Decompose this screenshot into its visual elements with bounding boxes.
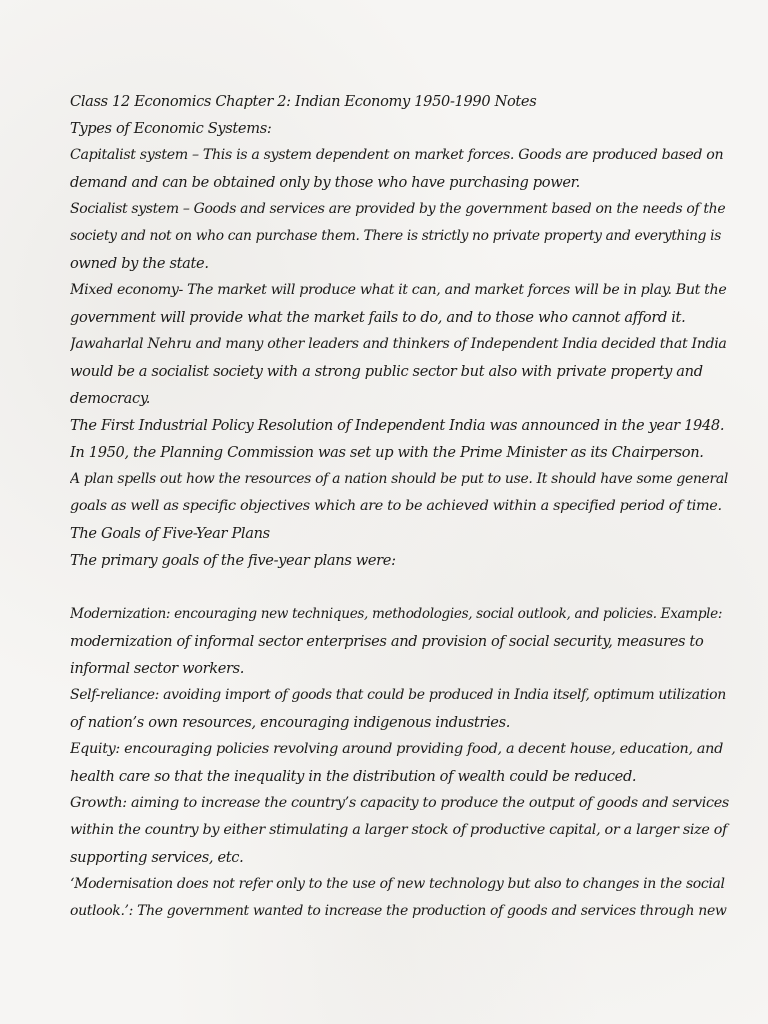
text-line: Growth: aiming to increase the country’s capacity to produce the output of goods and services [70, 795, 729, 811]
text-line: owned by the state. [70, 255, 209, 272]
notes-text [70, 88, 730, 925]
text-line: health care so that the inequality in the distribution of wealth could be reduced. [70, 768, 637, 785]
text-line: Socialist system – Goods and services are provided by the government based on the needs of the [70, 201, 726, 217]
text-line: would be a socialist society with a strong public sector but also with private property and [70, 363, 703, 380]
text-line: Self-reliance: avoiding import of goods that could be produced in India itself, optimum utilization [70, 687, 726, 703]
text-line: of nation’s own resources, encouraging indigenous industries. [70, 714, 511, 731]
text-line: ‘Modernisation does not refer only to the use of new technology but also to changes in the social [70, 876, 725, 892]
text-line: A plan spells out how the resources of a nation should be put to use. It should have some general [70, 471, 728, 487]
text-line: democracy. [70, 390, 151, 407]
blank-line [70, 574, 730, 601]
text-line: demand and can be obtained only by those who have purchasing power. [70, 174, 580, 191]
document-title: Class 12 Economics Chapter 2: Indian Economy 1950-1990 Notes [70, 93, 537, 110]
text-line: modernization of informal sector enterprises and provision of social security, measures to [70, 633, 704, 650]
text-line: society and not on who can purchase them. There is strictly no private property and everything is [70, 228, 721, 244]
text-line: Modernization: encouraging new techniques, methodologies, social outlook, and policies. Example: [70, 606, 723, 622]
text-line: supporting services, etc. [70, 849, 244, 866]
section-heading: The Goals of Five-Year Plans [70, 525, 270, 542]
text-line: The First Industrial Policy Resolution of Independent India was announced in the year 1948. [70, 417, 725, 434]
text-line: informal sector workers. [70, 660, 245, 677]
text-line: Capitalist system – This is a system dependent on market forces. Goods are produced based on [70, 147, 724, 163]
text-line: outlook.’: The government wanted to increase the production of goods and services through new [70, 903, 727, 919]
text-line: In 1950, the Planning Commission was set up with the Prime Minister as its Chairperson. [70, 444, 704, 461]
text-line: government will provide what the market fails to do, and to those who cannot afford it. [70, 309, 686, 326]
text-line: within the country by either stimulating a larger stock of productive capital, or a larger size of [70, 822, 728, 838]
section-heading: Types of Economic Systems: [70, 120, 272, 137]
text-line: The primary goals of the five-year plans were: [70, 552, 396, 569]
text-line: Mixed economy- The market will produce what it can, and market forces will be in play. But the [70, 282, 727, 298]
text-line: Equity: encouraging policies revolving around providing food, a decent house, education, and [70, 741, 723, 757]
text-line: goals as well as specific objectives which are to be achieved within a specified period of time. [70, 498, 722, 514]
text-line: Jawaharlal Nehru and many other leaders and thinkers of Independent India decided that India [70, 336, 727, 352]
